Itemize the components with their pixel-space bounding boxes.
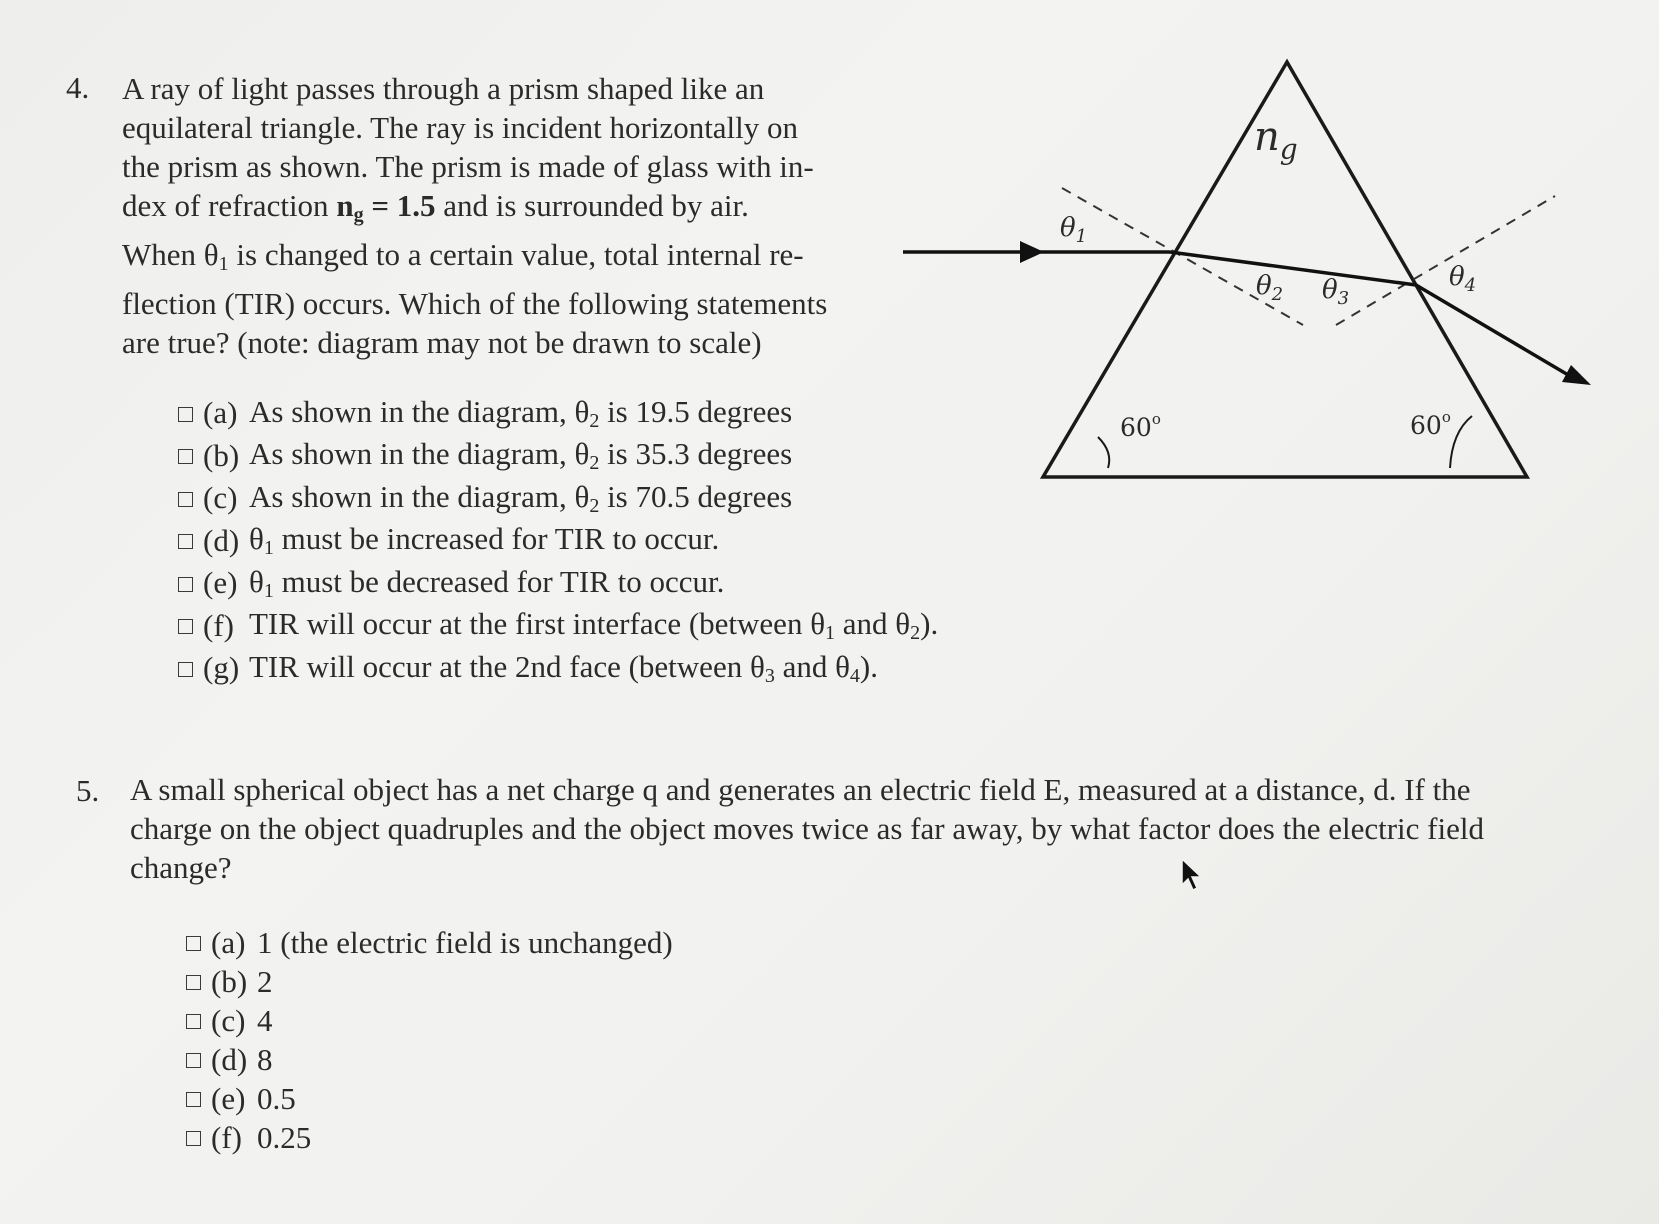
q4-line-6: flection (TIR) occurs. Which of the following statements — [122, 286, 828, 321]
option-label: (a) — [211, 924, 246, 960]
option-text: 2 — [257, 963, 273, 999]
option-label: (b) — [203, 437, 240, 473]
option-text: $\theta_1$ must be decreased for TIR to occur. — [249, 563, 725, 602]
q5-option-b[interactable] — [186, 962, 673, 1001]
ng-subscript: g — [353, 204, 364, 226]
q5-question-text — [130, 770, 1484, 887]
option-text: TIR will occur at the first interface (between $\theta_1$ and $\theta_2$). — [249, 606, 939, 645]
option-text: 0.5 — [257, 1080, 296, 1116]
theta-subscript: 1 — [218, 253, 229, 275]
q5-option-f[interactable] — [186, 1118, 673, 1157]
normal-line-right — [1336, 196, 1555, 325]
option-label: (f) — [211, 1119, 242, 1155]
angle-arc-right — [1450, 416, 1472, 468]
q4-line-5-end: is changed to a certain value, total internal re- — [228, 237, 804, 272]
q4-line-4-end: and is surrounded by air. — [435, 188, 749, 223]
option-label: (e) — [211, 1080, 246, 1116]
option-text: 4 — [257, 1002, 273, 1038]
angle-arc-left — [1098, 437, 1109, 468]
checkbox-icon[interactable] — [186, 975, 201, 990]
q5-line-1: A small spherical object has a net charge q and generates an electric field E, measured at a distance, d. If the — [130, 772, 1471, 807]
option-label: (e) — [203, 565, 238, 601]
option-label: (c) — [203, 480, 238, 516]
q4-line-4-start: dex of refraction — [122, 188, 337, 223]
option-text: As shown in the diagram, $\theta_2$ is 19.5 degrees — [249, 393, 793, 432]
checkbox-icon[interactable] — [186, 1092, 201, 1107]
q4-line-7: are true? (note: diagram may not be drawn to scale) — [122, 325, 762, 360]
option-label: (b) — [211, 963, 248, 999]
option-text: TIR will occur at the 2nd face (between $\theta_3$ and $\theta_4$). — [249, 648, 878, 687]
option-label: (c) — [211, 1002, 246, 1038]
angle-label-left: 60$^o$ — [1120, 410, 1161, 442]
checkbox-icon[interactable] — [186, 1131, 201, 1146]
q4-line-3: the prism as shown. The prism is made of glass with in- — [122, 149, 814, 184]
ng-symbol: n — [336, 188, 354, 223]
option-label: (a) — [203, 395, 238, 431]
theta4-label: $\theta_4$ — [1449, 262, 1477, 296]
exit-ray — [1416, 285, 1575, 379]
option-text: 8 — [257, 1041, 273, 1077]
checkbox-icon[interactable] — [186, 1014, 201, 1029]
theta1-label: $\theta_1$ — [1060, 213, 1088, 247]
angle-label-right: 60$^o$ — [1410, 408, 1451, 440]
ng-value: = 1.5 — [363, 188, 436, 223]
q5-number: 5. — [76, 773, 100, 808]
option-text: 1 (the electric field is unchanged) — [257, 924, 673, 960]
q5-line-3: change? — [130, 850, 232, 885]
q5-line-2: charge on the object quadruples and the object moves twice as far away, by what factor does the electric field — [130, 811, 1484, 846]
option-label: (f) — [203, 607, 234, 643]
theta3-label: $\theta_3$ — [1322, 275, 1350, 309]
q4-line-5-start: When — [122, 237, 204, 272]
mouse-cursor-icon — [1180, 857, 1208, 893]
exit-arrowhead — [1562, 365, 1591, 385]
q4-line-1: A ray of light passes through a prism shaped like an — [122, 71, 765, 106]
option-label: (d) — [203, 522, 240, 558]
q4-line-2: equilateral triangle. The ray is incident horizontally on — [122, 110, 799, 145]
checkbox-icon[interactable] — [186, 1053, 201, 1068]
q5-option-a[interactable] — [186, 923, 673, 962]
theta2-label: $\theta_2$ — [1256, 271, 1284, 305]
option-text: 0.25 — [257, 1119, 312, 1155]
q4-number: 4. — [66, 70, 90, 105]
option-text: As shown in the diagram, $\theta_2$ is 35.3 degrees — [249, 436, 793, 475]
checkbox-icon[interactable] — [186, 936, 201, 951]
option-label: (g) — [203, 650, 240, 686]
q5-option-c[interactable] — [186, 1001, 673, 1040]
q5-option-d[interactable] — [186, 1040, 673, 1079]
normal-line-left — [1062, 188, 1303, 325]
option-label: (d) — [211, 1041, 248, 1077]
ng-label: $n_g$ — [1254, 114, 1298, 166]
refracted-ray — [1170, 252, 1416, 285]
theta-symbol: θ — [203, 237, 219, 272]
option-text: $\theta_1$ must be increased for TIR to occur. — [249, 521, 720, 560]
q5-option-e[interactable] — [186, 1079, 673, 1118]
option-text: As shown in the diagram, $\theta_2$ is 70.5 degrees — [249, 478, 793, 517]
q5-options — [186, 923, 673, 1157]
